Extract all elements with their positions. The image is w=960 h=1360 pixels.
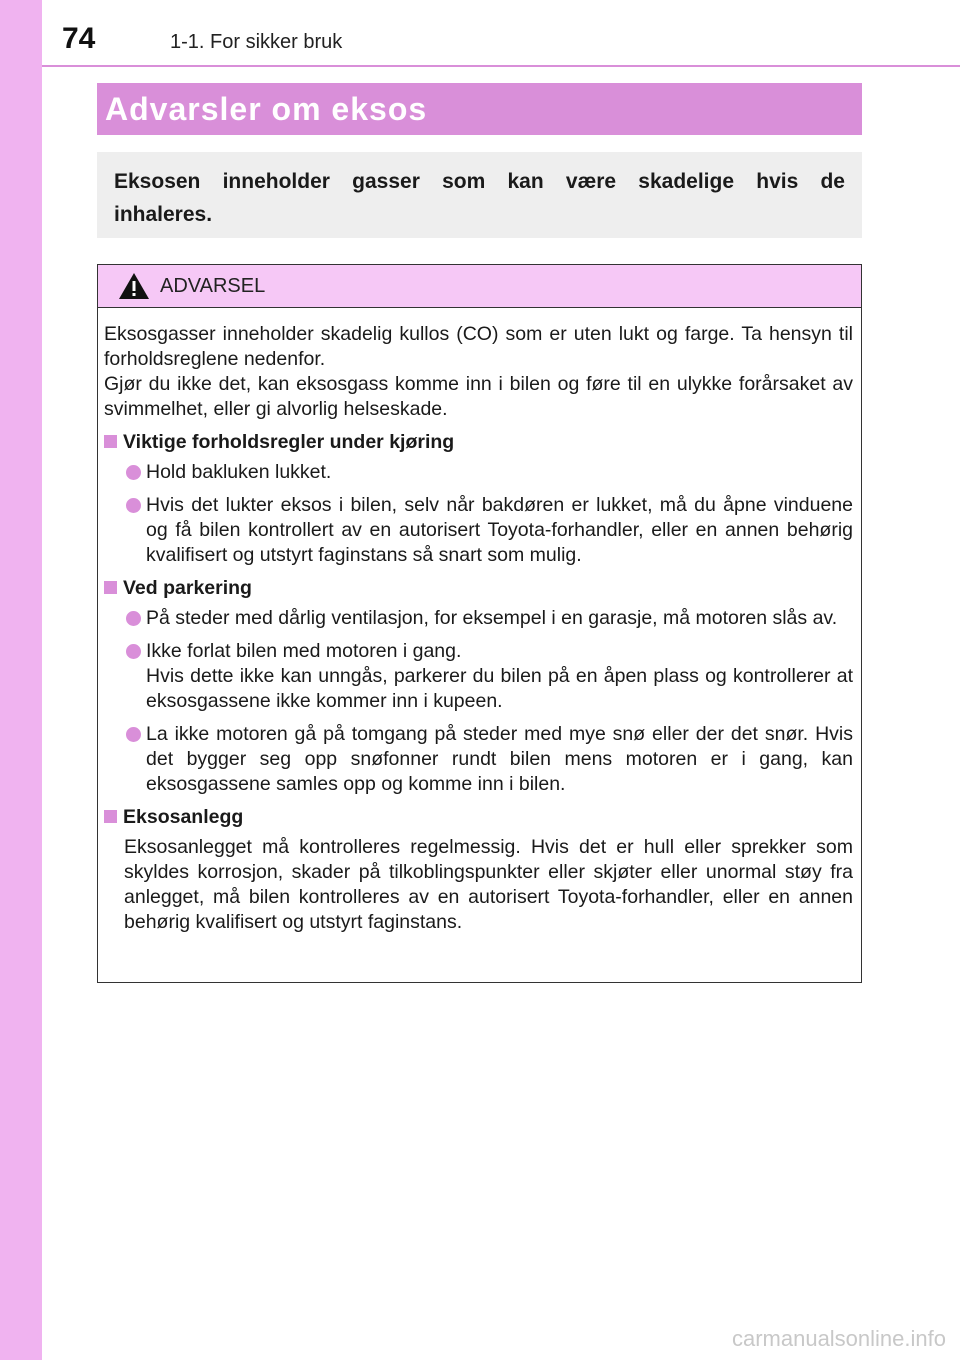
section-heading-text: Eksosanlegg	[123, 806, 244, 828]
section-heading-driving	[104, 430, 853, 455]
list-item-continuation: Hvis dette ikke kan unngås, parkerer du bilen på en åpen plass og kontrollerer at eksosgassene ikke kommer inn i kupeen.	[146, 665, 853, 712]
warning-intro-line-1: Eksosgasser inneholder skadelig kullos (CO) som er uten lukt og farge. Ta hensyn til forholdsreglene nedenfor.	[104, 323, 853, 370]
warning-intro-line-2: Gjør du ikke det, kan eksosgass komme inn i bilen og føre til en ulykke forårsaket av svimmelhet, eller gi alvorlig helseskade.	[104, 373, 853, 420]
title-bar	[97, 83, 862, 135]
page-title: Advarsler om eksos	[105, 90, 428, 127]
warning-box	[97, 264, 862, 983]
list-item-text: Hold bakluken lukket.	[146, 461, 332, 483]
list-item	[126, 606, 853, 631]
list-item-text: Hvis det lukter eksos i bilen, selv når bakdøren er lukket, må du åpne vinduene og få bilen kontrollert av en autorisert Toyota-forhandler, eller en annen behørig kvalifisert og utstyrt faginstans så snart som mulig.	[146, 494, 853, 566]
square-bullet-icon	[104, 435, 117, 448]
round-bullet-icon	[126, 727, 141, 742]
intro-box: Eksosen inneholder gasser som kan være skadelige hvis de inhaleres.	[97, 152, 862, 238]
warning-triangle-icon	[118, 272, 150, 300]
page-number: 74	[62, 22, 96, 55]
round-bullet-icon	[126, 644, 141, 659]
round-bullet-icon	[126, 611, 141, 626]
list-item	[126, 493, 853, 568]
list-item	[126, 639, 853, 714]
list-item	[126, 460, 853, 485]
list-item	[126, 722, 853, 797]
section-heading-text: Ved parkering	[123, 577, 252, 599]
list-item-line: Ikke forlat bilen med motoren i gang.	[146, 640, 462, 662]
warning-label: ADVARSEL	[160, 274, 266, 297]
exhaust-system-text: Eksosanlegget må kontrolleres regelmessig. Hvis det er hull eller sprekker som skyldes korrosjon, skader på tilkoblingspunkter eller skjøter eller unormal støy fra anlegget, må bilen kontrolleres av en autorisert Toyota-forhandler, eller en annen behørig kvalifisert og utstyrt faginstans.	[124, 836, 853, 933]
warning-header	[98, 265, 861, 308]
list-item-text	[146, 639, 853, 714]
watermark: carmanualsonline.info	[731, 1326, 946, 1351]
square-bullet-icon	[104, 810, 117, 823]
square-bullet-icon	[104, 581, 117, 594]
round-bullet-icon	[126, 465, 141, 480]
section-heading-parking	[104, 576, 853, 601]
side-tab-strip	[0, 0, 42, 1360]
list-item-text: La ikke motoren gå på tomgang på steder med mye snø eller der det snør. Hvis det bygger seg opp snøfonner rundt bilen mens motoren er i gang, kan eksosgassene samles opp og komme inn i bilen.	[146, 723, 853, 795]
section-heading-text: Viktige forholdsregler under kjøring	[123, 431, 455, 453]
warning-body	[98, 308, 861, 935]
round-bullet-icon	[126, 498, 141, 513]
list-item-text: På steder med dårlig ventilasjon, for eksempel i en garasje, må motoren slås av.	[146, 607, 838, 629]
header-rule	[42, 65, 960, 67]
section-label: 1-1. For sikker bruk	[170, 31, 343, 53]
section-heading-exhaust-system	[104, 805, 853, 830]
warning-intro	[104, 322, 853, 422]
